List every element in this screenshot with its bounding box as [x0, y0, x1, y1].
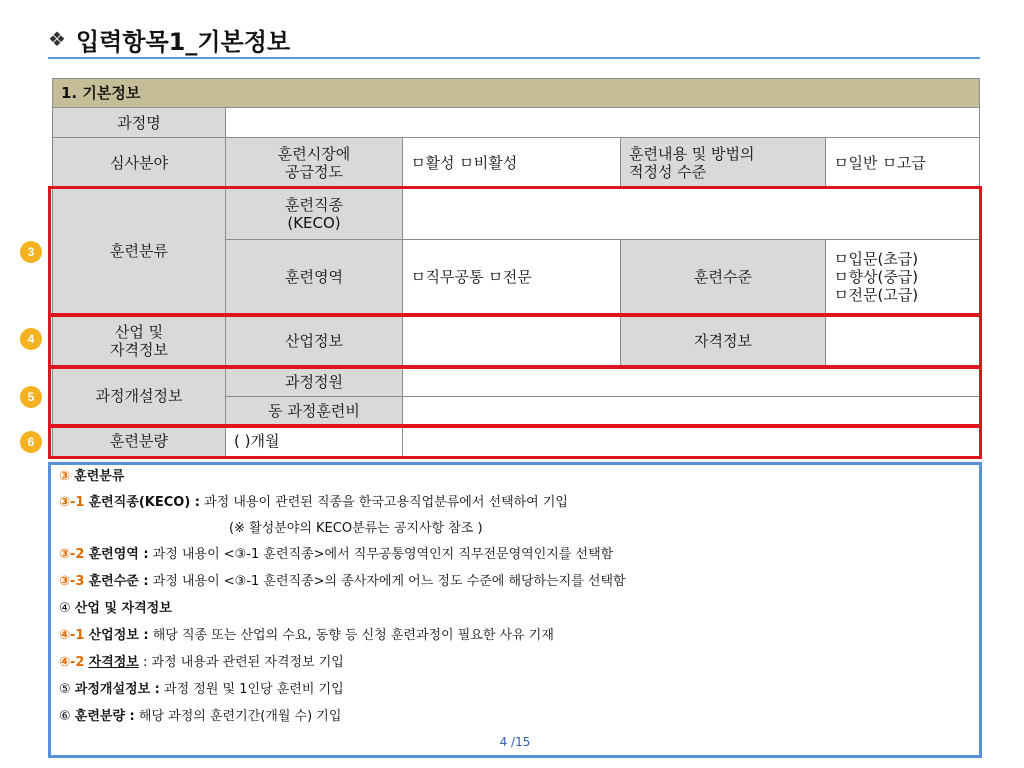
- title-underline: [48, 57, 980, 59]
- industry-qual-label: 산업 및 자격정보: [52, 314, 226, 367]
- note-line: ③-3 훈련수준 : 과정 내용이 <③-1 훈련직종>의 종사자에게 어느 정도 수준에 해당하는지를 선택함: [59, 574, 626, 589]
- job-keco-field[interactable]: [402, 187, 980, 240]
- note-line: ③ 훈련분류: [59, 469, 125, 484]
- note-line: ④-2 자격정보 : 과정 내용과 관련된 자격정보 기입: [59, 655, 344, 670]
- qualification-label: 자격정보: [620, 314, 826, 367]
- training-level-label: 훈련수준: [620, 239, 826, 315]
- content-level-label: 훈련내용 및 방법의 적정성 수준: [620, 137, 826, 188]
- training-amount-label: 훈련분량: [52, 425, 226, 457]
- notes-panel: [48, 462, 982, 758]
- training-area-options[interactable]: ㅁ직무공통 ㅁ전문: [402, 239, 621, 315]
- marker-6: 6: [20, 431, 42, 453]
- note-line: ③-2 훈련영역 : 과정 내용이 <③-1 훈련직종>에서 직무공통영역인지 직무전문영역인지를 선택함: [59, 547, 614, 562]
- training-fee-label: 동 과정훈련비: [225, 396, 403, 426]
- market-supply-options[interactable]: ㅁ활성 ㅁ비활성: [402, 137, 621, 188]
- capacity-label: 과정정원: [225, 366, 403, 397]
- course-name-field[interactable]: [225, 107, 980, 138]
- review-field-label: 심사분야: [52, 137, 226, 188]
- course-opening-label: 과정개설정보: [52, 366, 226, 426]
- industry-info-field[interactable]: [402, 314, 621, 367]
- industry-info-label: 산업정보: [225, 314, 403, 367]
- market-supply-label: 훈련시장에 공급정도: [225, 137, 403, 188]
- training-level-options[interactable]: ㅁ입문(초급) ㅁ향상(중급) ㅁ전문(고급): [825, 239, 980, 315]
- training-amount-extra: [402, 425, 980, 457]
- diamond-bullet-icon: ❖: [48, 27, 66, 51]
- note-line: ④-1 산업정보 : 해당 직종 또는 산업의 수요, 동향 등 신청 훈련과정이 필요한 사유 기재: [59, 628, 554, 643]
- marker-4: 4: [20, 328, 42, 350]
- page-number: 4 /15: [499, 735, 531, 749]
- page-title: [48, 22, 968, 56]
- course-name-label: 과정명: [52, 107, 226, 138]
- note-line: ④ 산업 및 자격정보: [59, 601, 172, 616]
- capacity-field[interactable]: [402, 366, 980, 397]
- training-fee-field[interactable]: [402, 396, 980, 426]
- note-line: ⑤ 과정개설정보 : 과정 정원 및 1인당 훈련비 기입: [59, 682, 344, 697]
- classification-label: 훈련분류: [52, 187, 226, 315]
- marker-3: 3: [20, 241, 42, 263]
- note-line: ⑥ 훈련분량 : 해당 과정의 훈련기간(개월 수) 기입: [59, 709, 342, 724]
- content-level-options[interactable]: ㅁ일반 ㅁ고급: [825, 137, 980, 188]
- section-header: 1. 기본정보: [52, 78, 980, 108]
- marker-5: 5: [20, 386, 42, 408]
- qualification-field[interactable]: [825, 314, 980, 367]
- note-line: ③-1 훈련직종(KECO) : 과정 내용이 관련된 직종을 한국고용직업분류에서 선택하여 기입: [59, 495, 568, 510]
- training-amount-field[interactable]: ( )개월: [225, 425, 403, 457]
- job-keco-label: 훈련직종 (KECO): [225, 187, 403, 240]
- training-area-label: 훈련영역: [225, 239, 403, 315]
- note-line: (※ 활성분야의 KECO분류는 공지사항 참조 ): [229, 521, 483, 536]
- page-title-text: 입력항목1_기본정보: [75, 27, 291, 56]
